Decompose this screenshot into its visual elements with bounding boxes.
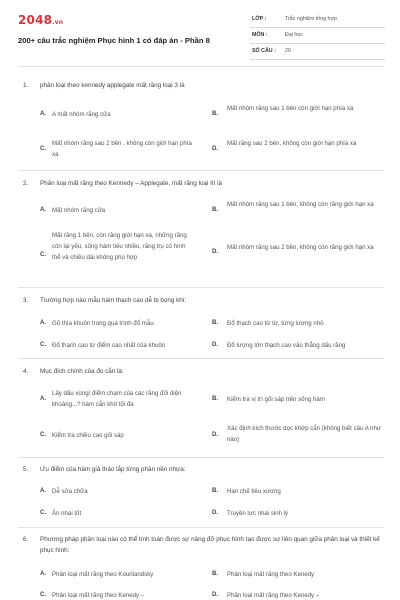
option-d[interactable]: Phân loại mất răng theo Kenedy – — [227, 592, 320, 599]
option-letter: B. — [212, 488, 218, 494]
option-b[interactable]: Đổ thạch cao từ từ, từng lượng nhỏ — [227, 320, 324, 327]
question-text: Phương pháp phân loại nào có thể tính toán được sự nâng đỡ phục hình tạo được sự liên quan giữa phân loại và thiết kế phục hình: — [40, 536, 380, 554]
divider — [18, 527, 384, 528]
option-letter: B. — [212, 571, 218, 577]
option-d[interactable]: Xác định kích thước dọc khớp cắn (không biết câu A như nào) — [227, 425, 382, 443]
logo-suffix: .vn — [52, 19, 64, 26]
option-d[interactable]: Đổ lượng lớn thạch cao vào thẳng dấu răng — [227, 342, 346, 349]
divider — [18, 358, 384, 359]
option-letter: D. — [212, 510, 218, 516]
option-c[interactable]: Đổ thạch cao từ điểm cao nhất của khuôn — [52, 342, 166, 349]
option-letter: B. — [212, 320, 218, 326]
option-d[interactable]: Truyền lực nhai sinh lý — [227, 510, 289, 517]
option-b[interactable]: Mất nhóm răng sau 1 bên, không còn răng giới hạn xa — [227, 201, 374, 208]
option-c[interactable]: Phân loại mất răng theo Kenedy – — [52, 592, 145, 599]
option-letter: A. — [40, 488, 46, 494]
option-a[interactable]: Phân loại mất răng theo Kourliandsky — [52, 571, 154, 578]
meta-key: MÔN : — [252, 32, 268, 38]
option-b[interactable]: Hạn chế tiêu xương — [227, 488, 281, 495]
option-c[interactable]: Mất răng 1 bên, còn răng giới hạn xa, những răng còn lại yếu, sống hàm tiêu nhiều, răng trụ có hình thể và chiều dài không phù hợp — [52, 232, 187, 261]
option-a[interactable]: Gõ thìa khuôn trong quá trình đổ mẫu — [52, 320, 154, 327]
meta-value: Đại học — [285, 32, 303, 38]
option-a[interactable]: Dễ sửa chữa — [52, 488, 88, 495]
question-text: phân loại theo kennedy applegate mất răng loại 3 là — [40, 82, 185, 89]
meta-value: 20 — [285, 48, 291, 54]
meta-row-subject — [250, 28, 385, 44]
option-letter: C. — [40, 592, 46, 598]
divider — [18, 170, 384, 171]
meta-value: Trắc nghiệm tổng hợp — [285, 16, 337, 22]
question-number: 5. — [23, 466, 29, 473]
question-number: 1. — [23, 82, 29, 89]
option-b[interactable]: Phân loại mất răng theo Kenedy — [227, 571, 315, 578]
question-number: 2. — [23, 180, 29, 187]
meta-table — [250, 12, 385, 60]
divider — [18, 66, 384, 67]
question-number: 3. — [23, 297, 29, 304]
meta-key: LỚP : — [252, 16, 267, 22]
option-letter: C. — [40, 432, 46, 438]
question-text: Trường hợp nào mẫu hàm thạch cao dễ bị bọng khí: — [40, 297, 187, 304]
option-c[interactable]: Mất nhóm răng sau 2 bên , không còn giới hạn phía xa — [52, 140, 192, 158]
page-header — [0, 0, 400, 62]
question-text: Phân loại mất răng theo Kennedy – Applegate, mất răng loại III là — [40, 180, 223, 187]
option-letter: C. — [40, 252, 46, 258]
page-title: 200+ câu trắc nghiệm Phục hình 1 có đáp án - Phần 8 — [18, 36, 210, 45]
option-letter: D. — [212, 146, 218, 152]
option-letter: B. — [212, 396, 218, 402]
option-letter: C. — [40, 146, 46, 152]
option-letter: B. — [212, 111, 218, 117]
question-number: 4. — [23, 368, 29, 375]
option-d[interactable]: Mất nhóm răng sau 2 bên, không còn răng giới hạn xa — [227, 244, 374, 251]
meta-row-count — [250, 44, 385, 60]
option-letter: D. — [212, 432, 218, 438]
option-d[interactable]: Mất răng sau 2 bên, không còn giới hạn phía xa — [227, 140, 357, 147]
question-text: Mục đích chính của đo cắn là: — [40, 368, 124, 375]
option-b[interactable]: Kiểm tra vị trí gối sáp trên sống hàm — [227, 396, 325, 403]
option-letter: A. — [40, 320, 46, 326]
site-logo[interactable] — [18, 13, 63, 27]
option-letter: B. — [212, 207, 218, 213]
option-letter: A. — [40, 111, 46, 117]
option-letter: C. — [40, 510, 46, 516]
option-letter: A. — [40, 396, 46, 402]
option-letter: A. — [40, 207, 46, 213]
meta-key: SỐ CÂU : — [252, 48, 276, 54]
divider — [18, 457, 384, 458]
option-letter: C. — [40, 342, 46, 348]
option-a[interactable]: A mất nhóm răng cửa — [52, 111, 111, 118]
option-letter: D. — [212, 249, 218, 255]
question-number: 6. — [23, 536, 29, 543]
option-b[interactable]: Mất nhóm răng sau 1 bên còn giới hạn phía xa — [227, 105, 354, 112]
meta-row-class — [250, 12, 385, 28]
divider — [18, 287, 384, 288]
option-c[interactable]: Kiểm tra chiều cao gối sáp — [52, 432, 124, 439]
option-letter: A. — [40, 571, 46, 577]
option-a[interactable]: Mất nhóm răng cửa — [52, 207, 106, 214]
question-text: Ưu điểm của hàm giả tháo lắp từng phần nền nhựa: — [40, 466, 186, 473]
logo-main: 2048 — [18, 13, 53, 27]
option-a[interactable]: Lấy dấu vùng/ điểm chạm của các răng đối diện khoảng...? hàm cắn khít tối đa — [52, 390, 182, 408]
option-letter: D. — [212, 342, 218, 348]
option-c[interactable]: Ăn nhai tốt — [52, 510, 82, 517]
option-letter: D. — [212, 592, 218, 598]
